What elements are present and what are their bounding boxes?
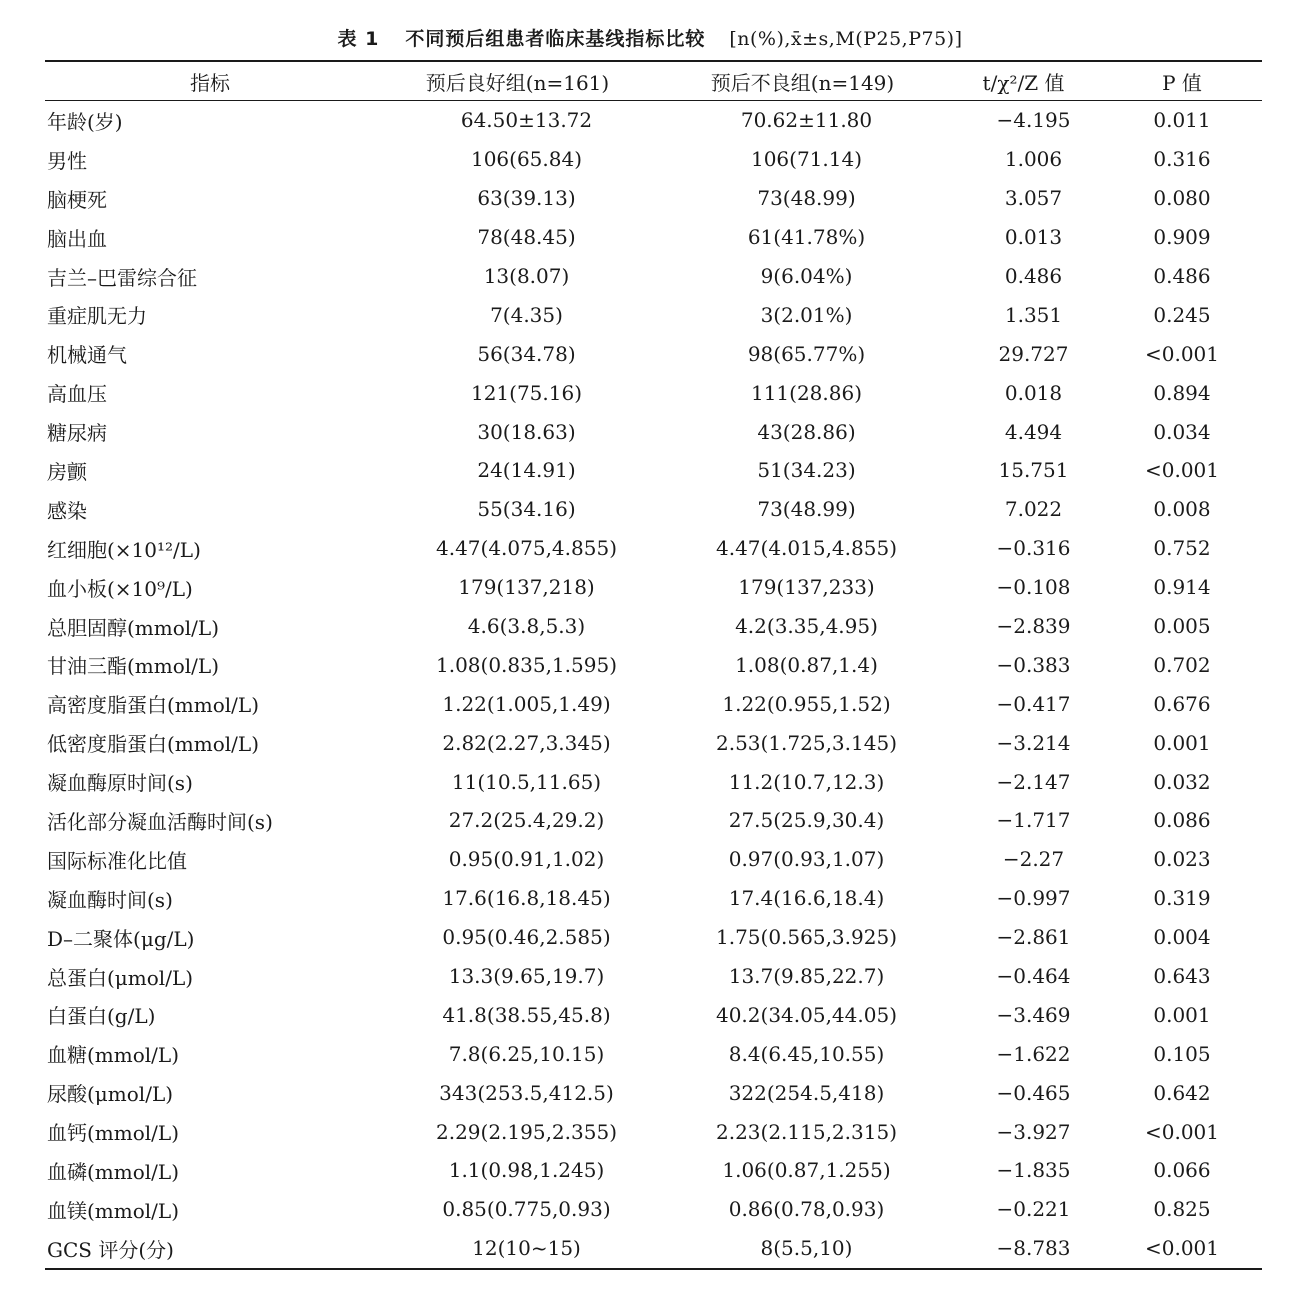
cell-poor-prognosis: 106(71.14) bbox=[750, 147, 863, 172]
cell-poor-prognosis: 0.97(0.93,1.07) bbox=[728, 847, 885, 872]
cell-test-statistic: −8.783 bbox=[945, 1229, 1102, 1269]
cell-test-statistic: −4.195 bbox=[996, 108, 1071, 133]
table-row bbox=[45, 645, 1262, 684]
cell-good-prognosis: 17.6(16.8,18.45) bbox=[442, 886, 611, 911]
table-row bbox=[45, 801, 1262, 840]
cell-test-statistic: −0.108 bbox=[996, 575, 1071, 600]
cell-p-value: 0.909 bbox=[1153, 225, 1211, 250]
cell-poor-prognosis: 8.4(6.45,10.55) bbox=[728, 1041, 885, 1066]
cell-good-prognosis: 2.82(2.27,3.345) bbox=[442, 730, 611, 755]
cell-test-statistic: 1.006 bbox=[1004, 147, 1063, 172]
cell-test-statistic: −2.861 bbox=[996, 925, 1071, 950]
cell-good-prognosis: 24(14.91) bbox=[477, 458, 576, 483]
cell-test-statistic: 0.013 bbox=[1004, 225, 1063, 250]
cell-test-statistic: 15.751 bbox=[998, 458, 1069, 483]
cell-test-statistic: −2.147 bbox=[996, 769, 1071, 794]
cell-indicator: 甘油三酯(mmol/L) bbox=[47, 654, 219, 679]
cell-poor-prognosis: 13.7(9.85,22.7) bbox=[728, 964, 885, 989]
cell-test-statistic: −2.839 bbox=[996, 614, 1071, 639]
cell-good-prognosis: 11(10.5,11.65) bbox=[451, 769, 602, 794]
cell-p-value: 0.032 bbox=[1153, 769, 1211, 794]
cell-indicator: 总胆固醇(mmol/L) bbox=[47, 615, 219, 640]
cell-test-statistic: 1.351 bbox=[1004, 302, 1063, 327]
cell-p-value: <0.001 bbox=[1144, 458, 1219, 483]
cell-p-value: 0.005 bbox=[1153, 614, 1211, 639]
cell-poor-prognosis: 70.62±11.80 bbox=[740, 108, 873, 133]
cell-poor-prognosis: 51(34.23) bbox=[757, 458, 856, 483]
table-title: 不同预后组患者临床基线指标比较 bbox=[405, 28, 706, 50]
cell-poor-prognosis: 179(137,233) bbox=[738, 575, 875, 600]
table-row bbox=[45, 762, 1262, 801]
cell-good-prognosis: 7.8(6.25,10.15) bbox=[448, 1041, 605, 1066]
cell-poor-prognosis: 17.4(16.6,18.4) bbox=[728, 886, 885, 911]
cell-test-statistic: −1.835 bbox=[996, 1158, 1071, 1183]
cell-indicator: 血钙(mmol/L) bbox=[47, 1121, 179, 1146]
cell-poor-prognosis: 322(254.5,418) bbox=[728, 1080, 885, 1105]
cell-p-value: <0.001 bbox=[1144, 1119, 1219, 1144]
cell-good-prognosis: 30(18.63) bbox=[477, 419, 576, 444]
cell-good-prognosis: 27.2(25.4,29.2) bbox=[448, 808, 605, 833]
cell-indicator: 男性 bbox=[47, 148, 87, 173]
table-row bbox=[45, 723, 1262, 762]
baseline-comparison-table bbox=[45, 60, 1262, 1270]
cell-p-value: 0.914 bbox=[1153, 575, 1211, 600]
table-row bbox=[45, 1151, 1262, 1190]
cell-p-value: 0.894 bbox=[1153, 380, 1211, 405]
cell-poor-prognosis: 4.47(4.015,4.855) bbox=[715, 536, 897, 561]
table-body bbox=[45, 101, 1262, 1269]
cell-indicator: 凝血酶时间(s) bbox=[47, 887, 173, 912]
cell-test-statistic: 7.022 bbox=[1004, 497, 1063, 522]
cell-indicator: 总蛋白(μmol/L) bbox=[47, 965, 194, 990]
table-row bbox=[45, 451, 1262, 490]
table-row bbox=[45, 257, 1262, 296]
cell-p-value: 0.001 bbox=[1153, 730, 1211, 755]
cell-p-value: 0.752 bbox=[1153, 536, 1211, 561]
cell-good-prognosis: 63(39.13) bbox=[477, 186, 576, 211]
cell-p-value: 0.080 bbox=[1153, 186, 1211, 211]
table-row bbox=[45, 918, 1262, 957]
cell-indicator: 脑梗死 bbox=[47, 187, 107, 212]
cell-poor-prognosis: 1.75(0.565,3.925) bbox=[715, 925, 897, 950]
cell-poor-prognosis: 27.5(25.9,30.4) bbox=[728, 808, 885, 833]
cell-p-value: 0.319 bbox=[1153, 886, 1211, 911]
cell-good-prognosis: 78(48.45) bbox=[477, 225, 576, 250]
header-p-value: P 值 bbox=[1102, 61, 1262, 101]
cell-p-value: 0.034 bbox=[1153, 419, 1211, 444]
cell-poor-prognosis: 43(28.86) bbox=[757, 419, 856, 444]
cell-poor-prognosis: 8(5.5,10) bbox=[660, 1229, 945, 1269]
table-row bbox=[45, 218, 1262, 257]
table-stats-notation: [n(%),x̄±s,M(P25,P75)] bbox=[729, 28, 963, 50]
cell-good-prognosis: 41.8(38.55,45.8) bbox=[442, 1002, 611, 1027]
cell-poor-prognosis: 40.2(34.05,44.05) bbox=[715, 1002, 897, 1027]
cell-p-value: 0.676 bbox=[1153, 691, 1211, 716]
cell-good-prognosis: 4.6(3.8,5.3) bbox=[467, 614, 586, 639]
cell-indicator: 年龄(岁) bbox=[47, 109, 123, 134]
cell-indicator: 机械通气 bbox=[47, 343, 127, 368]
cell-good-prognosis: 13.3(9.65,19.7) bbox=[448, 964, 605, 989]
header-indicator: 指标 bbox=[45, 61, 375, 101]
cell-test-statistic: 3.057 bbox=[1004, 186, 1063, 211]
cell-indicator: 血小板(×10⁹/L) bbox=[47, 576, 193, 601]
cell-indicator: 高血压 bbox=[47, 382, 107, 407]
cell-poor-prognosis: 98(65.77%) bbox=[747, 341, 866, 366]
cell-poor-prognosis: 3(2.01%) bbox=[760, 302, 853, 327]
cell-good-prognosis: 0.95(0.46,2.585) bbox=[442, 925, 611, 950]
table-row bbox=[45, 101, 1262, 140]
header-poor-prognosis: 预后不良组(n=149) bbox=[660, 61, 945, 101]
table-row bbox=[45, 957, 1262, 996]
cell-test-statistic: −2.27 bbox=[1002, 847, 1065, 872]
cell-indicator: 国际标准化比值 bbox=[47, 848, 187, 873]
cell-p-value: <0.001 bbox=[1144, 341, 1219, 366]
cell-indicator: GCS 评分(分) bbox=[45, 1229, 375, 1269]
cell-test-statistic: 0.486 bbox=[1004, 264, 1063, 288]
cell-p-value: <0.001 bbox=[1102, 1229, 1262, 1269]
cell-indicator: 糖尿病 bbox=[47, 421, 107, 446]
cell-poor-prognosis: 111(28.86) bbox=[750, 380, 863, 405]
cell-test-statistic: 4.494 bbox=[1004, 419, 1063, 444]
cell-good-prognosis: 0.85(0.775,0.93) bbox=[442, 1197, 611, 1222]
cell-test-statistic: −1.622 bbox=[996, 1041, 1071, 1066]
cell-test-statistic: 29.727 bbox=[998, 341, 1069, 366]
table-label: 表 1 bbox=[337, 28, 380, 50]
table-row bbox=[45, 568, 1262, 607]
cell-test-statistic: 0.018 bbox=[1004, 380, 1063, 405]
cell-p-value: 0.702 bbox=[1153, 652, 1211, 677]
header-test-statistic: t/χ²/Z 值 bbox=[945, 61, 1102, 101]
cell-indicator: 红细胞(×10¹²/L) bbox=[47, 537, 201, 562]
cell-poor-prognosis: 4.2(3.35,4.95) bbox=[735, 614, 878, 639]
table-row bbox=[45, 684, 1262, 723]
cell-poor-prognosis: 73(48.99) bbox=[757, 186, 856, 211]
table-row bbox=[45, 840, 1262, 879]
table-row bbox=[45, 995, 1262, 1034]
table-header-row bbox=[45, 61, 1262, 101]
cell-poor-prognosis: 1.08(0.87,1.4) bbox=[735, 652, 878, 677]
cell-poor-prognosis: 0.86(0.78,0.93) bbox=[728, 1197, 885, 1222]
cell-p-value: 0.004 bbox=[1153, 925, 1211, 950]
cell-indicator: 血磷(mmol/L) bbox=[47, 1159, 179, 1184]
cell-indicator: 血镁(mmol/L) bbox=[47, 1198, 179, 1223]
cell-p-value: 0.086 bbox=[1153, 808, 1211, 833]
cell-indicator: 活化部分凝血活酶时间(s) bbox=[47, 809, 273, 834]
cell-test-statistic: −3.214 bbox=[996, 730, 1071, 755]
table-row bbox=[45, 607, 1262, 646]
cell-test-statistic: −0.316 bbox=[996, 536, 1071, 561]
cell-indicator: D–二聚体(μg/L) bbox=[47, 926, 195, 951]
cell-indicator: 血糖(mmol/L) bbox=[47, 1043, 179, 1068]
cell-test-statistic: −0.221 bbox=[996, 1197, 1071, 1222]
table-row bbox=[45, 1112, 1262, 1151]
table-row bbox=[45, 1229, 1262, 1269]
cell-good-prognosis: 179(137,218) bbox=[458, 575, 595, 600]
cell-poor-prognosis: 9(6.04%) bbox=[760, 264, 853, 288]
header-good-prognosis: 预后良好组(n=161) bbox=[375, 61, 660, 101]
cell-indicator: 尿酸(μmol/L) bbox=[47, 1082, 174, 1107]
cell-p-value: 0.825 bbox=[1153, 1197, 1211, 1222]
cell-poor-prognosis: 2.53(1.725,3.145) bbox=[715, 730, 897, 755]
cell-good-prognosis: 343(253.5,412.5) bbox=[439, 1080, 614, 1105]
cell-test-statistic: −0.464 bbox=[996, 964, 1071, 989]
table-row bbox=[45, 295, 1262, 334]
cell-poor-prognosis: 1.06(0.87,1.255) bbox=[722, 1158, 891, 1183]
cell-good-prognosis: 56(34.78) bbox=[477, 341, 576, 366]
cell-p-value: 0.245 bbox=[1153, 302, 1211, 327]
cell-good-prognosis: 106(65.84) bbox=[470, 147, 583, 172]
cell-poor-prognosis: 73(48.99) bbox=[757, 497, 856, 522]
table-row bbox=[45, 490, 1262, 529]
table-caption bbox=[0, 24, 1300, 54]
cell-good-prognosis: 13(8.07) bbox=[483, 264, 570, 288]
table-row bbox=[45, 412, 1262, 451]
cell-p-value: 0.316 bbox=[1153, 147, 1211, 172]
table-row bbox=[45, 1190, 1262, 1229]
cell-indicator: 脑出血 bbox=[47, 226, 107, 251]
table-row bbox=[45, 334, 1262, 373]
cell-indicator: 凝血酶原时间(s) bbox=[47, 771, 193, 796]
cell-indicator: 吉兰–巴雷综合征 bbox=[47, 265, 197, 290]
cell-indicator: 感染 bbox=[47, 498, 87, 523]
table-row bbox=[45, 373, 1262, 412]
cell-test-statistic: −0.465 bbox=[996, 1080, 1071, 1105]
table-row bbox=[45, 529, 1262, 568]
table-row bbox=[45, 879, 1262, 918]
cell-p-value: 0.105 bbox=[1153, 1041, 1211, 1066]
cell-poor-prognosis: 61(41.78%) bbox=[747, 225, 866, 250]
cell-good-prognosis: 64.50±13.72 bbox=[460, 108, 593, 133]
cell-test-statistic: −0.417 bbox=[996, 691, 1071, 716]
cell-p-value: 0.001 bbox=[1153, 1002, 1211, 1027]
cell-poor-prognosis: 2.23(2.115,2.315) bbox=[715, 1119, 897, 1144]
cell-good-prognosis: 1.1(0.98,1.245) bbox=[448, 1158, 605, 1183]
cell-p-value: 0.008 bbox=[1153, 497, 1211, 522]
cell-test-statistic: −3.469 bbox=[996, 1002, 1071, 1027]
cell-good-prognosis: 4.47(4.075,4.855) bbox=[435, 536, 617, 561]
cell-good-prognosis: 0.95(0.91,1.02) bbox=[448, 847, 605, 872]
cell-p-value: 0.642 bbox=[1153, 1080, 1211, 1105]
table-row bbox=[45, 140, 1262, 179]
cell-poor-prognosis: 1.22(0.955,1.52) bbox=[722, 691, 891, 716]
cell-indicator: 房颤 bbox=[47, 459, 87, 484]
cell-indicator: 高密度脂蛋白(mmol/L) bbox=[47, 693, 259, 718]
table-row bbox=[45, 179, 1262, 218]
cell-good-prognosis: 121(75.16) bbox=[470, 380, 583, 405]
cell-p-value: 0.023 bbox=[1153, 847, 1211, 872]
cell-indicator: 低密度脂蛋白(mmol/L) bbox=[47, 732, 259, 757]
cell-test-statistic: −0.383 bbox=[996, 652, 1071, 677]
cell-p-value: 0.066 bbox=[1153, 1158, 1211, 1183]
cell-p-value: 0.643 bbox=[1153, 964, 1211, 989]
cell-good-prognosis: 55(34.16) bbox=[477, 497, 576, 522]
cell-good-prognosis: 1.22(1.005,1.49) bbox=[442, 691, 611, 716]
cell-good-prognosis: 12(10~15) bbox=[375, 1229, 660, 1269]
cell-test-statistic: −3.927 bbox=[996, 1119, 1071, 1144]
table-row bbox=[45, 1073, 1262, 1112]
cell-p-value: 0.011 bbox=[1153, 108, 1211, 133]
cell-good-prognosis: 2.29(2.195,2.355) bbox=[435, 1119, 617, 1144]
cell-test-statistic: −0.997 bbox=[996, 886, 1071, 911]
cell-good-prognosis: 1.08(0.835,1.595) bbox=[435, 652, 617, 677]
cell-poor-prognosis: 11.2(10.7,12.3) bbox=[728, 769, 885, 794]
cell-p-value: 0.486 bbox=[1153, 264, 1211, 288]
cell-indicator: 白蛋白(g/L) bbox=[47, 1004, 156, 1029]
cell-indicator: 重症肌无力 bbox=[47, 304, 147, 329]
table-row bbox=[45, 1034, 1262, 1073]
cell-test-statistic: −1.717 bbox=[996, 808, 1071, 833]
cell-good-prognosis: 7(4.35) bbox=[490, 302, 563, 327]
